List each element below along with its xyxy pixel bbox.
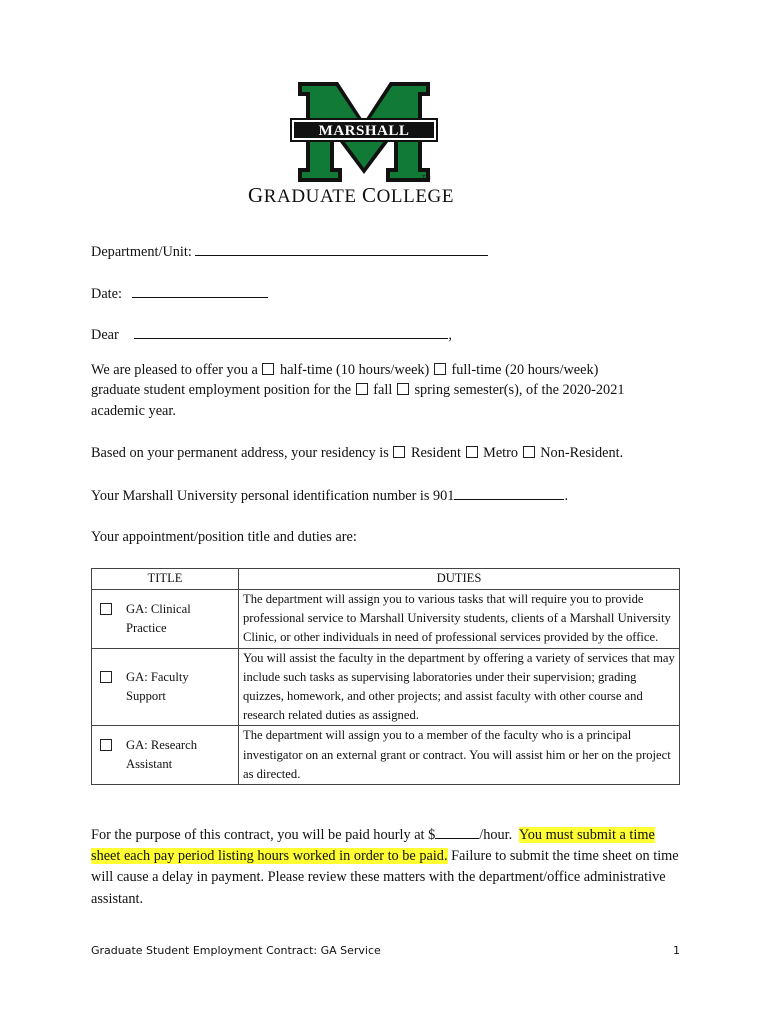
fall-checkbox[interactable] bbox=[356, 383, 368, 395]
research-assistant-checkbox[interactable] bbox=[100, 739, 112, 751]
table-row bbox=[92, 726, 680, 785]
college-initial-c: C bbox=[362, 183, 377, 207]
pay-paragraph bbox=[91, 824, 681, 910]
title-line-1: GA: Research bbox=[126, 738, 197, 753]
date-label: Date: bbox=[91, 286, 122, 302]
pay-text-2: /hour. bbox=[479, 827, 519, 843]
college-initial-g: G bbox=[248, 183, 264, 207]
fall-label: fall bbox=[373, 382, 396, 399]
table-row bbox=[92, 648, 680, 726]
residency-line bbox=[91, 443, 681, 463]
department-line bbox=[91, 241, 488, 261]
appointment-line: Your appointment/position title and duties are: bbox=[91, 529, 357, 545]
pay-text-1: For the purpose of this contract, you will be paid hourly at $ bbox=[91, 827, 436, 843]
dear-name-field[interactable] bbox=[134, 324, 448, 339]
full-time-checkbox[interactable] bbox=[434, 363, 446, 375]
timesheet-highlight: You must submit a time sheet each pay period listing hours worked in order to be paid. bbox=[91, 827, 655, 865]
offer-paragraph bbox=[91, 360, 681, 421]
department-field[interactable] bbox=[195, 241, 488, 256]
date-line bbox=[91, 283, 268, 303]
id-line bbox=[91, 485, 681, 506]
faculty-support-checkbox[interactable] bbox=[100, 671, 112, 683]
title-line-1: GA: Clinical bbox=[126, 601, 191, 616]
duties-cell: The department will assign you to various tasks that will require you to provide professional service to Marshall University students, clients of a Marshall University Clinic, or other individuals in need of professional services provided by the office. bbox=[239, 590, 680, 649]
id-number-field[interactable] bbox=[454, 485, 564, 500]
table-row bbox=[92, 590, 680, 649]
college-word-2: OLLEGE bbox=[376, 186, 455, 207]
id-period: . bbox=[564, 488, 569, 504]
resident-label: Resident bbox=[410, 445, 465, 461]
title-cell bbox=[92, 726, 239, 785]
title-line-2: Assistant bbox=[126, 757, 173, 772]
half-time-checkbox[interactable] bbox=[262, 363, 274, 375]
dear-line bbox=[91, 324, 452, 344]
clinical-practice-checkbox[interactable] bbox=[100, 603, 112, 615]
offer-text-2: graduate student employment position for the bbox=[91, 382, 355, 399]
duties-header: DUTIES bbox=[239, 569, 680, 590]
full-time-label: full-time (20 hours/week) bbox=[451, 362, 599, 378]
date-field[interactable] bbox=[132, 283, 268, 298]
marshall-logo bbox=[290, 82, 438, 182]
title-header: TITLE bbox=[92, 569, 239, 590]
college-name bbox=[248, 183, 454, 208]
duties-table bbox=[91, 568, 680, 785]
title-line-1: GA: Faculty bbox=[126, 669, 189, 684]
half-time-label: half-time (10 hours/week) bbox=[280, 362, 433, 378]
spring-label: spring semester(s), of the 2020-2021 bbox=[414, 382, 625, 399]
dear-comma: , bbox=[448, 327, 452, 343]
logo-text: MARSHALL bbox=[318, 123, 410, 139]
dear-label: Dear bbox=[91, 327, 119, 343]
spring-checkbox[interactable] bbox=[397, 383, 409, 395]
title-cell bbox=[92, 590, 239, 649]
non-resident-label: Non-Resident. bbox=[540, 445, 624, 461]
duties-cell: The department will assign you to a member of the faculty who is a principal investigator on an external grant or contract. You will assist him or her on the project as directed. bbox=[239, 726, 680, 785]
offer-text-1: We are pleased to offer you a bbox=[91, 362, 262, 378]
metro-checkbox[interactable] bbox=[466, 446, 478, 458]
pay-text-3: Failure to submit the time sheet on time will cause a delay in payment. Please review these matters with the department/office administrative assistant. bbox=[91, 848, 679, 907]
title-line-2: Support bbox=[126, 689, 166, 704]
title-line-2: Practice bbox=[126, 620, 167, 635]
college-word-1: RADUATE bbox=[263, 186, 357, 207]
hourly-rate-field[interactable] bbox=[435, 824, 479, 839]
offer-text-3: academic year. bbox=[91, 402, 176, 419]
department-label: Department/Unit: bbox=[91, 244, 192, 260]
footer-title: Graduate Student Employment Contract: GA Service bbox=[91, 944, 381, 957]
metro-label: Metro bbox=[483, 445, 522, 461]
residency-text: Based on your permanent address, your residency is bbox=[91, 445, 393, 461]
page-number: 1 bbox=[673, 944, 680, 957]
resident-checkbox[interactable] bbox=[393, 446, 405, 458]
non-resident-checkbox[interactable] bbox=[523, 446, 535, 458]
trademark-text: TM bbox=[422, 176, 431, 182]
table-header-row bbox=[92, 569, 680, 590]
id-text: Your Marshall University personal identification number is 901 bbox=[91, 488, 455, 504]
duties-cell: You will assist the faculty in the department by offering a variety of services that may include such tasks as supervising laboratories under their supervision; grading quizzes, homework, and other projects; and assist faculty with other course and research related duties as assigned. bbox=[239, 648, 680, 726]
title-cell bbox=[92, 648, 239, 726]
